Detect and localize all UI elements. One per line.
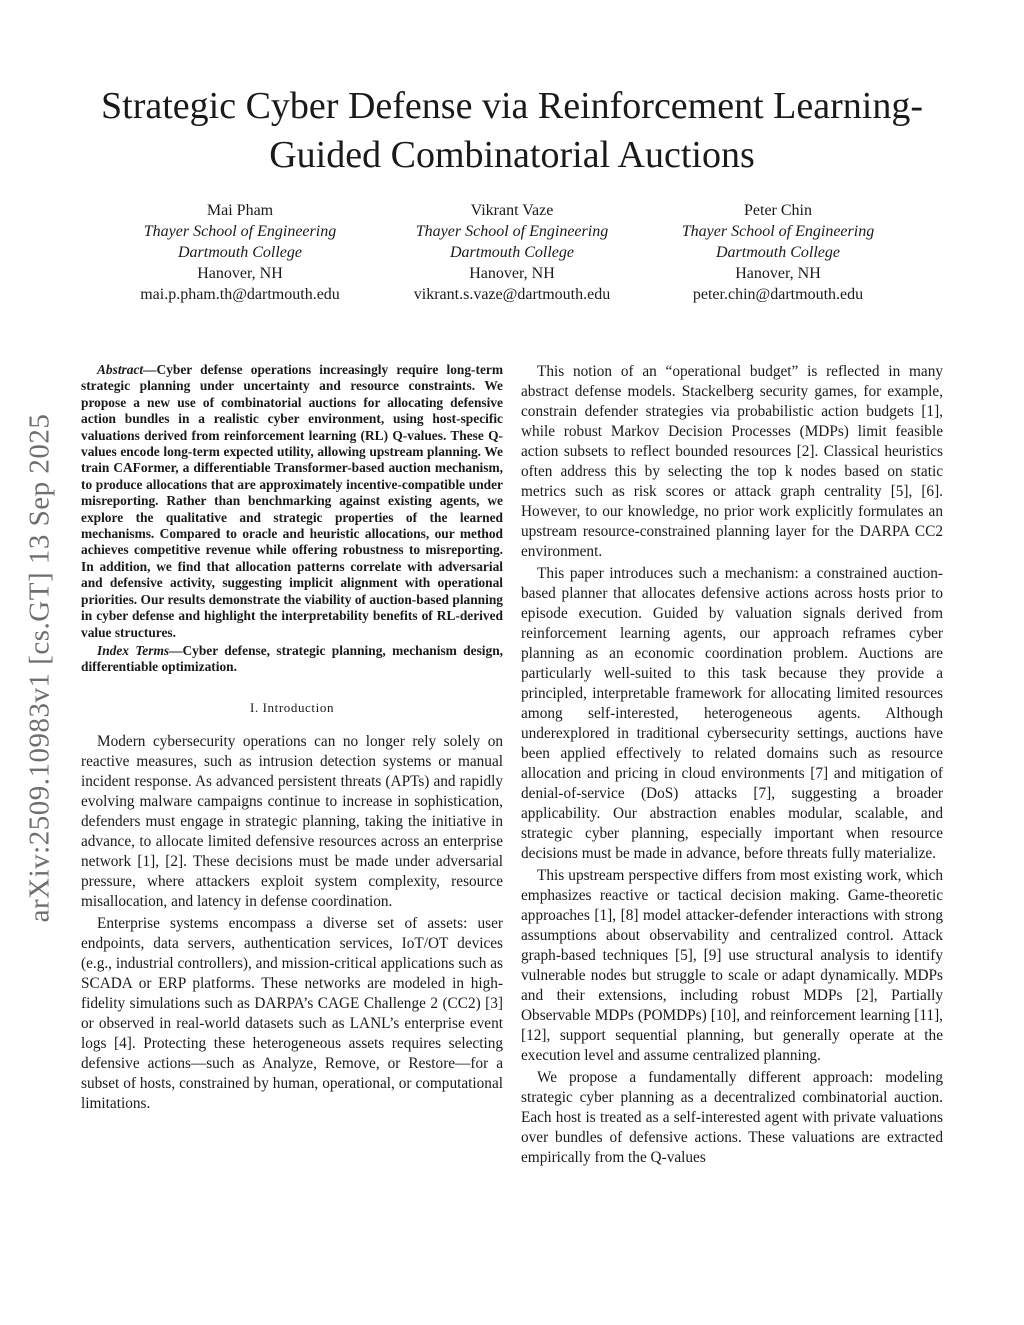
author-location: Hanover, NH bbox=[197, 265, 283, 282]
author-name: Vikrant Vaze bbox=[470, 202, 554, 219]
author-location: Hanover, NH bbox=[735, 265, 821, 282]
author-institution: Dartmouth College bbox=[178, 244, 302, 261]
body-paragraph: Enterprise systems encompass a diverse set of assets: user endpoints, data servers, authentication services, IoT/OT devices (e.g., industrial controllers), and mission-critical applications such as SCADA or ERP platforms. These networks are modeled in high-fidelity simulations such as DARPA’s CAGE Challenge 2 (CC2) [3] or observed in real-world datasets such as LANL’s enterprise event logs [4]. Protecting these heterogeneous assets requires selecting defensive actions—such as Analyze, Remove, or Restore—for a subset of hosts, constrained by human, operational, or computational limitations. bbox=[81, 914, 503, 1112]
right-column bbox=[521, 362, 943, 1168]
index-terms-label: Index Terms— bbox=[97, 642, 183, 658]
author-institution: Dartmouth College bbox=[716, 244, 840, 261]
author-1 bbox=[90, 200, 390, 305]
abstract-label: Abstract— bbox=[97, 362, 157, 377]
index-terms-text: Cyber defense, strategic planning, mechanism design, differentiable optimization. bbox=[81, 642, 503, 675]
left-column bbox=[81, 362, 503, 1114]
author-email: mai.p.pham.th@dartmouth.edu bbox=[140, 286, 340, 303]
body-paragraph: This notion of an “operational budget” is reflected in many abstract defense models. Stackelberg security games, for example, constrain defender strategies via probabilistic action budgets [1], while robust Markov Decision Processes (MDPs) limit feasible action subsets to reflect bounded resources [2]. Classical heuristics often address this by selecting the top k nodes based on static metrics such as risk scores or attack graph centrality [5], [6]. However, to our knowledge, no prior work explicitly formulates an upstream resource-constrained planning layer for the DARPA CC2 environment. bbox=[521, 363, 943, 560]
author-3 bbox=[628, 200, 928, 305]
author-email: vikrant.s.vaze@dartmouth.edu bbox=[413, 286, 611, 303]
author-2 bbox=[362, 200, 662, 305]
arxiv-identifier-text: arXiv:2509.10983v1 [cs.GT] 13 Sep 2025 bbox=[23, 413, 56, 922]
paper-title: Strategic Cyber Defense via Reinforcement Learning-Guided Combinatorial Auctions bbox=[101, 85, 923, 176]
author-institution: Dartmouth College bbox=[450, 244, 574, 261]
author-affiliation: Thayer School of Engineering bbox=[143, 223, 337, 240]
body-paragraph: This upstream perspective differs from most existing work, which emphasizes reactive or tactical decision making. Game-theoretic approaches [1], [8] model attacker-defender interactions with strong assumptions about observability and centralized control. Attack graph-based techniques [5], [9] use structural analysis to identify vulnerable nodes but struggle to scale or adapt dynamically. MDPs and their extensions, including robust MDPs [2], Partially Observable MDPs (POMDPs) [10], and reinforcement learning [11], [12], support sequential planning, but generally operate at the execution level and assume centralized planning. bbox=[521, 867, 943, 1064]
author-affiliation: Thayer School of Engineering bbox=[681, 223, 875, 240]
author-name: Mai Pham bbox=[206, 202, 274, 219]
body-paragraph: Modern cybersecurity operations can no longer rely solely on reactive measures, such as intrusion detection systems or manual incident response. As advanced persistent threats (APTs) and rapidly evolving malware campaigns continue to increase in sophistication, defenders must engage in strategic planning, taking the initiative in advance, to allocate limited defensive resources across an enterprise network [1], [2]. These decisions must be made under adversarial pressure, where attackers exploit system complexity, resource misallocation, and latency in defense coordination. bbox=[81, 732, 503, 910]
body-paragraph: This paper introduces such a mechanism: a constrained auction-based planner that allocates defensive actions across hosts prior to episode execution. Guided by valuation signals derived from reinforcement learning agents, our approach reframes cyber planning as an economic coordination problem. Auctions are particularly well-suited to this task because they provide a principled, interpretable framework for allocating limited resources among self-interested, heterogeneous agents. Although underexplored in traditional cybersecurity settings, auctions have been applied effectively to related domains such as resource allocation and pricing in cloud environments [7] and mitigation of denial-of-service (DoS) attacks [7], suggesting a broader applicability. Our abstraction enables modular, scalable, and strategic cyber planning, especially important when resource decisions must be made in advance, before threats fully materialize. bbox=[521, 565, 943, 862]
arxiv-identifier bbox=[12, 375, 68, 960]
body-paragraph: We propose a fundamentally different approach: modeling strategic cyber planning as a decentralized combinatorial auction. Each host is treated as a self-interested agent with private valuations over bundles of defensive actions. These valuations are extracted empirically from the Q-values bbox=[521, 1069, 943, 1166]
author-location: Hanover, NH bbox=[469, 265, 555, 282]
author-affiliation: Thayer School of Engineering bbox=[415, 223, 609, 240]
author-email: peter.chin@dartmouth.edu bbox=[692, 286, 864, 303]
abstract-text: Cyber defense operations increasingly require long-term strategic planning under uncertainty and resource constraints. We propose a new use of combinatorial auctions for allocating defensive action bundles in a realistic cyber environment, using host-specific valuations derived from reinforcement learning (RL) Q-values. These Q-values encode long-term expected utility, allowing upstream planning. We train CAFormer, a differentiable Transformer-based auction mechanism, to produce allocations that are approximately incentive-compatible under misreporting. Rather than benchmarking against existing agents, we explore the qualitative and strategic properties of the learned mechanisms. Compared to oracle and heuristic allocations, our method achieves competitive revenue while offering robustness to misreporting. In addition, we find that allocation patterns correlate with adversarial and defensive activity, suggesting implicit alignment with operational priorities. Our results demonstrate the viability of auction-based planning in cyber defense and highlight the interpretability benefits of RL-derived value structures. bbox=[81, 362, 503, 640]
section-heading-introduction: I. Introduction bbox=[249, 699, 335, 715]
author-name: Peter Chin bbox=[744, 202, 812, 219]
index-terms bbox=[81, 643, 503, 676]
abstract bbox=[81, 362, 503, 641]
